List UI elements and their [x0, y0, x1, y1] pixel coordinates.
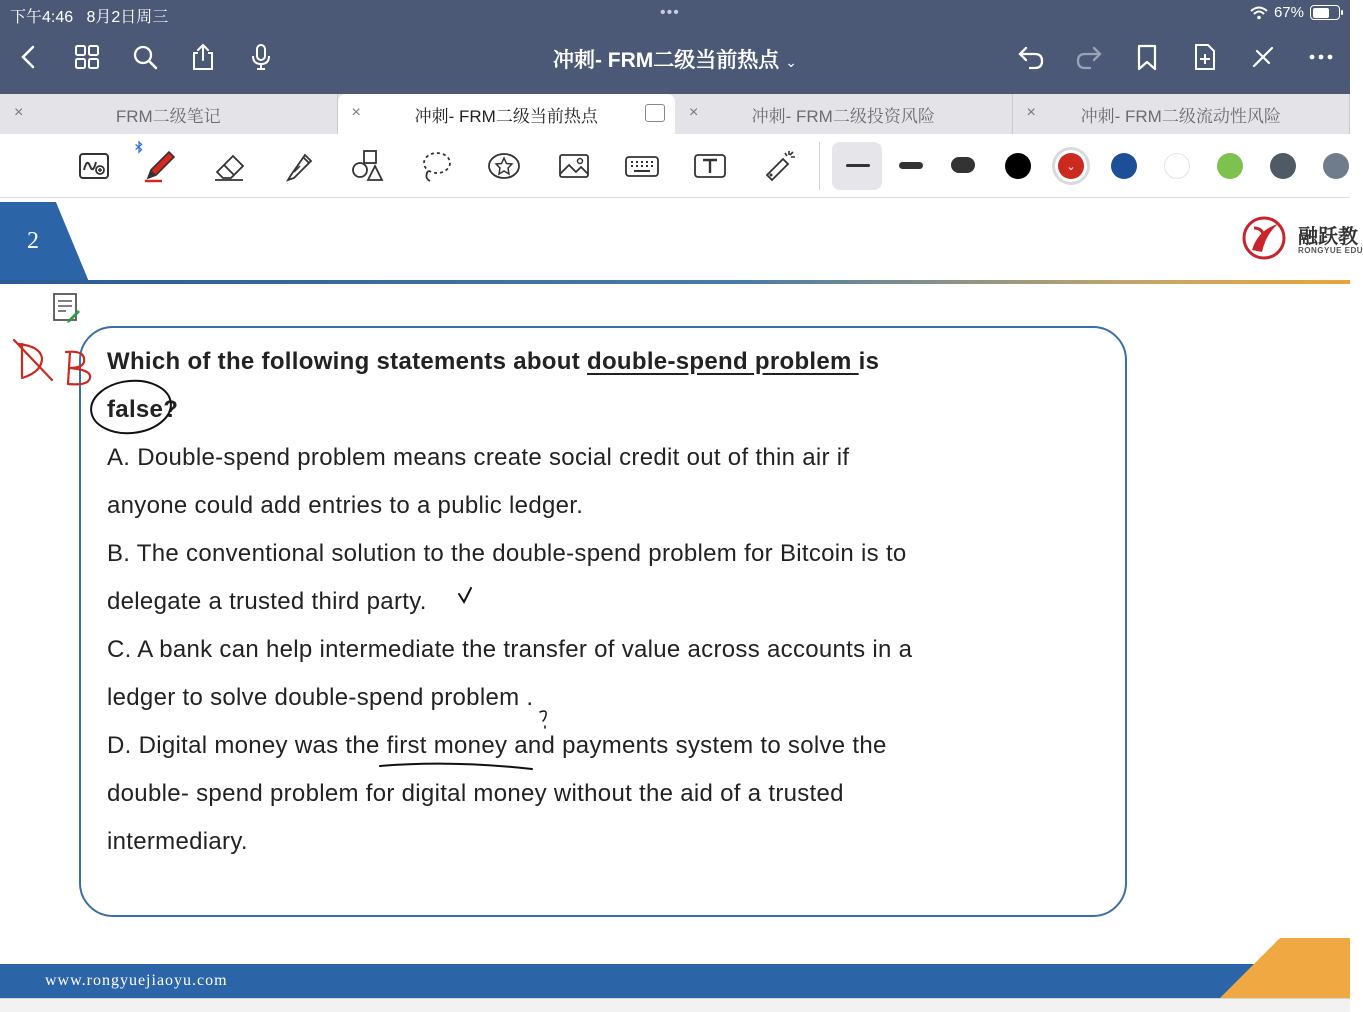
chevron-down-icon: ⌄	[785, 54, 798, 70]
tab-close-icon[interactable]: ×	[1026, 104, 1036, 121]
eraser-tool-icon[interactable]	[210, 146, 250, 186]
bookmark-icon[interactable]	[1130, 40, 1164, 74]
footer-url: www.rongyuejiaoyu.com	[45, 972, 228, 989]
page-number: 2	[27, 228, 39, 254]
tab-close-icon[interactable]: ×	[689, 104, 699, 121]
status-time: 下午4:46 8月2日周三	[10, 9, 169, 26]
add-page-icon[interactable]	[1188, 40, 1222, 74]
laser-pointer-tool-icon[interactable]	[760, 146, 800, 186]
stroke-thick-icon[interactable]	[951, 157, 975, 173]
logo-subtitle: RONGYUE EDU	[1298, 246, 1363, 255]
more-options-icon[interactable]	[1304, 40, 1338, 74]
option-b: B. The conventional solution to the double-spend problem for Bitcoin is to delegate a trusted third party.	[107, 540, 907, 615]
document-title[interactable]: 冲刺- FRM二级当前热点 ⌄	[552, 49, 798, 72]
status-right	[1250, 4, 1340, 21]
color-swatch-black[interactable]	[1005, 153, 1031, 179]
page-bottom-strip	[0, 998, 1350, 1012]
page-note-icon[interactable]	[52, 292, 80, 324]
image-tool-icon[interactable]	[554, 146, 594, 186]
tab-current-hotspots[interactable]	[338, 94, 676, 134]
footer-corner-accent	[1220, 938, 1350, 998]
document-page[interactable]	[0, 198, 1363, 1012]
status-date: 8月2日周三	[86, 9, 169, 26]
option-c: C. A bank can help intermediate the transfer of value across accounts in a ledger to solve double-spend problem .	[107, 636, 913, 711]
text-box-tool-icon[interactable]	[690, 146, 730, 186]
tab-close-icon[interactable]: ×	[351, 104, 361, 121]
sticker-tool-icon[interactable]	[484, 146, 524, 186]
redo-icon[interactable]	[1072, 40, 1106, 74]
option-d: D. Digital money was the first money and payments system to solve the double- spend problem for digital money without the aid of a trusted intermediary.	[107, 732, 887, 855]
question-underlined-term: double-spend problem	[587, 348, 859, 375]
pen-tool-icon[interactable]	[140, 146, 180, 186]
question-false-keyword: false?	[107, 396, 179, 423]
header-divider	[0, 280, 1350, 284]
logo-name: 融跃教	[1298, 226, 1358, 248]
shapes-tool-icon[interactable]	[348, 146, 388, 186]
highlighter-tool-icon[interactable]	[280, 146, 320, 186]
color-swatch-red[interactable]: ⌄	[1058, 153, 1084, 179]
keyboard-tool-icon[interactable]	[622, 146, 662, 186]
tab-frm-notes[interactable]	[0, 94, 338, 134]
bluetooth-icon	[132, 140, 146, 154]
tab-close-icon[interactable]: ×	[14, 104, 24, 121]
stroke-medium-icon[interactable]	[899, 162, 923, 169]
tab-liquidity-risk[interactable]	[1013, 94, 1351, 134]
handwriting-recognition-icon[interactable]	[74, 146, 114, 186]
color-swatch-gray[interactable]	[1323, 153, 1349, 179]
color-swatch-white[interactable]	[1164, 153, 1190, 179]
tab-label: 冲刺- FRM二级投资风险	[751, 106, 935, 126]
color-swatch-blue[interactable]	[1111, 153, 1137, 179]
tab-investment-risk[interactable]	[675, 94, 1013, 134]
close-toolbar-icon[interactable]	[1246, 40, 1280, 74]
color-swatch-green[interactable]	[1217, 153, 1243, 179]
rongyue-logo	[1240, 214, 1363, 264]
lasso-tool-icon[interactable]	[416, 146, 456, 186]
tab-label: 冲刺- FRM二级流动性风险	[1080, 106, 1281, 126]
battery-percent: 67%	[1273, 4, 1304, 21]
stroke-thin-icon[interactable]	[846, 164, 870, 167]
margin-annotation-d	[14, 340, 52, 380]
tab-label: 冲刺- FRM二级当前热点	[414, 106, 598, 126]
rongyue-logo-icon	[1240, 214, 1292, 264]
drawing-toolbar	[0, 134, 1350, 198]
toolbar-divider	[819, 142, 820, 190]
option-a: A. Double-spend problem means create social credit out of thin air if anyone could add entries to a public ledger.	[107, 444, 850, 519]
question-stem: Which of the following statements about double-spend problem is false?	[107, 348, 880, 423]
battery-icon	[1310, 5, 1340, 20]
split-view-icon[interactable]	[645, 104, 665, 122]
title-bar	[0, 0, 1350, 94]
document-tabs	[0, 94, 1350, 134]
color-swatch-slate[interactable]	[1270, 153, 1296, 179]
tab-label: FRM二级笔记	[115, 106, 221, 126]
undo-icon[interactable]	[1014, 40, 1048, 74]
wifi-icon	[1250, 6, 1268, 20]
multitasking-dots[interactable]: •••	[660, 4, 680, 21]
